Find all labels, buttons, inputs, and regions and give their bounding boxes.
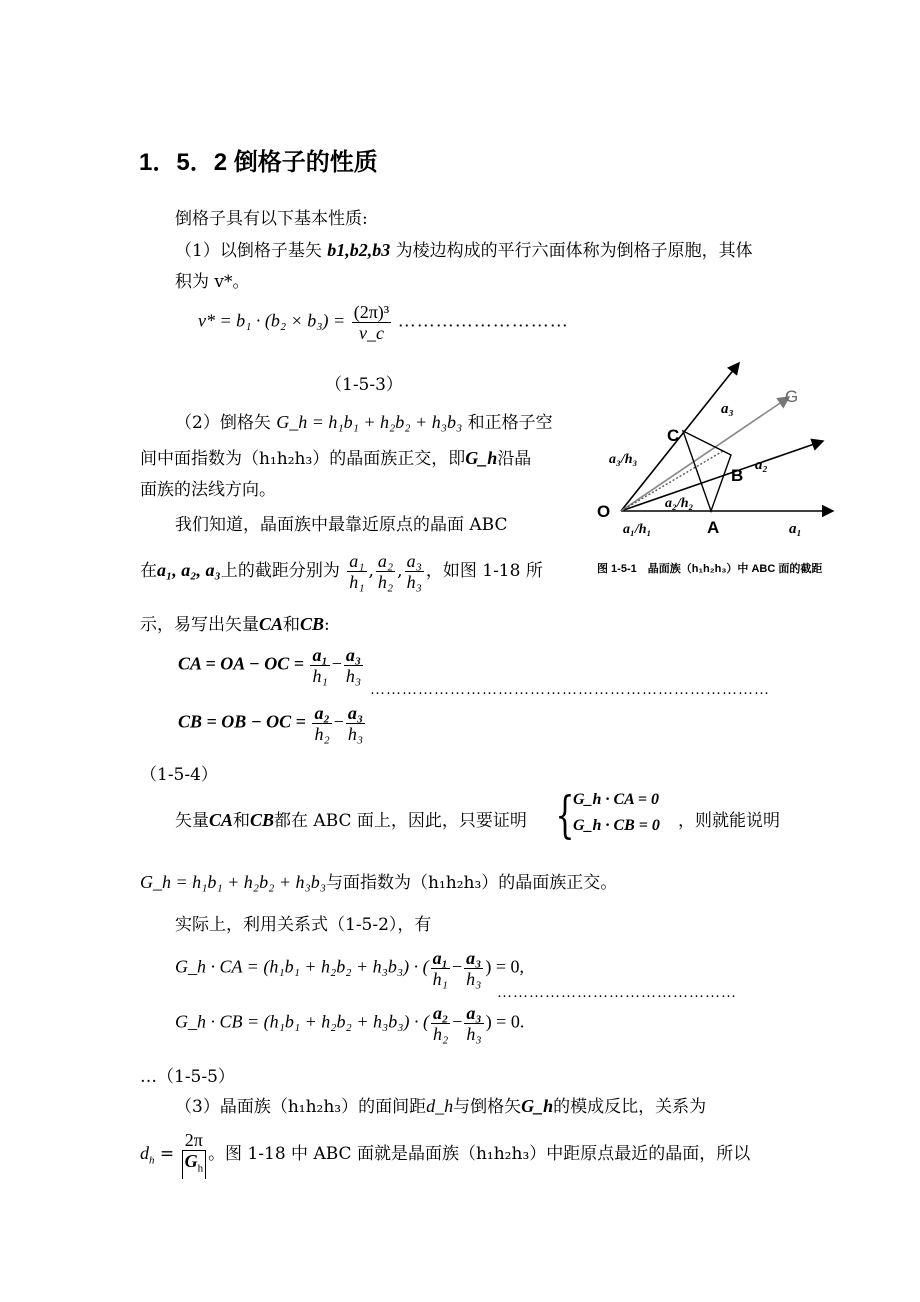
eq155-line2b: ) = 0. bbox=[485, 1011, 525, 1032]
p3-cb: CB bbox=[300, 614, 325, 634]
eq154-frac-a2: $\frac{\text{a₂}}{\text{h₂}}$ bbox=[314, 703, 330, 744]
p3-text-b: 在 bbox=[140, 561, 157, 581]
p6-gh: G_h bbox=[521, 1096, 554, 1116]
property-3-line2: $d_h$ = $\frac{2\pi}{G_h}$ 。图 1-18 中 ABC 面就是晶面族（h₁h₂h₃）中距原点最近的晶面，所以 bbox=[140, 1130, 750, 1179]
paragraph-3-line1: 我们知道，晶面族中最靠近原点的晶面 ABC bbox=[175, 515, 508, 535]
p3-text-f: 示，易写出矢量 bbox=[140, 615, 259, 635]
p4-system-eq2: G_h · CB = 0 bbox=[573, 817, 660, 834]
p2-gh: G_h bbox=[465, 448, 498, 468]
property-3-line1 bbox=[175, 1092, 706, 1117]
p4-ca: CA bbox=[209, 810, 234, 830]
label-a1: a₁ bbox=[789, 521, 802, 537]
section-number: 1．5．2 bbox=[139, 149, 228, 176]
p4-formula: G_h = h₁b₁ + h₂b₂ + h₃b₃ bbox=[140, 872, 326, 892]
eq155-line2a: G_h · CB = (h₁b₁ + h₂b₂ + h₃b₃) · ( bbox=[175, 1011, 429, 1032]
label-A: A bbox=[707, 518, 720, 537]
label-a2h2: a₂/h₂ bbox=[665, 496, 694, 511]
paragraph-3-line3 bbox=[140, 610, 330, 635]
property-2-line1 bbox=[175, 408, 553, 433]
eq153-fraction bbox=[352, 302, 391, 343]
p3-frac-1: $\frac{\text{a₁}}{\text{h₁}}$ bbox=[349, 551, 365, 592]
eq155-frac-a3: $\frac{\text{a₃}}{\text{h₃}}$ bbox=[466, 948, 482, 989]
eq154-frac-a3b: $\frac{\text{a₃}}{\text{h₃}}$ bbox=[347, 703, 364, 744]
p6-dh: d_h bbox=[426, 1096, 454, 1116]
p6-frac: $\frac{2\pi}{G_h}$ bbox=[182, 1130, 207, 1179]
eq154-label: （1-5-4） bbox=[140, 765, 218, 785]
eq154-dots: ………………………………………………………………… bbox=[370, 682, 770, 698]
eq155-frac-a2: $\frac{\text{a₂}}{\text{h₂}}$ bbox=[432, 1003, 449, 1044]
eq153-dots: ……………………… bbox=[397, 310, 569, 331]
p3-text-h: 和 bbox=[283, 615, 301, 635]
equation-1-5-4-line2: CB = OB − OC = $\frac{\text{a₂}}{\text{h₂}}$ − $\frac{\text{a₃}}{\text{h₃}}$ bbox=[178, 703, 364, 744]
p4-text-a: 矢量 bbox=[175, 811, 209, 831]
p4-brace: { bbox=[555, 786, 575, 844]
label-C: C bbox=[667, 426, 680, 445]
paragraph-4-line2 bbox=[140, 868, 617, 893]
eq154-frac-a3: $\frac{\text{a₃}}{\text{h₃}}$ bbox=[345, 645, 362, 686]
eq154-frac-a1: $\frac{\text{a₁}}{\text{h₁}}$ bbox=[312, 645, 328, 686]
p4-text-h: 与面指数为（h₁h₂h₃）的晶面族正交。 bbox=[326, 873, 618, 893]
p2-text-b: 和正格子空 bbox=[467, 413, 553, 433]
eq153-label: （1-5-3） bbox=[325, 375, 403, 395]
p6-text-e: 的模成反比，关系为 bbox=[553, 1097, 707, 1117]
eq155-label: …（1-5-5） bbox=[140, 1067, 235, 1087]
p4-text-e: 都在 ABC 面上，因此，只要证明 bbox=[274, 811, 527, 831]
eq153-numerator: (2π)³ bbox=[353, 302, 390, 322]
eq155-line1b: ) = 0, bbox=[485, 956, 525, 977]
label-G: G bbox=[785, 387, 799, 406]
property-1-line1 bbox=[175, 236, 753, 261]
eq154-line2: CB = OB − OC = bbox=[178, 711, 306, 732]
label-a3: a₃ bbox=[721, 401, 734, 417]
property-1-line2: 积为 v*。 bbox=[175, 272, 250, 292]
equation-1-5-5-line1: G_h · CA = (h₁b₁ + h₂b₂ + h₃b₃) · ( $\frac{\text{a₁}}{\text{h₁}}$ − $\frac{\text{a₃}}{\text{h₃}}$ ) = 0, bbox=[175, 948, 525, 989]
p2-text-a: （2）倒格矢 bbox=[175, 413, 271, 433]
p1-basis-vectors: b1,b2,b3 bbox=[327, 240, 391, 260]
p4-cb: CB bbox=[250, 810, 275, 830]
equation-1-5-3 bbox=[198, 302, 569, 343]
p3-axes: a₁, a₂, a₃ bbox=[157, 560, 221, 580]
p3-frac-3: $\frac{\text{a₃}}{\text{h₃}}$ bbox=[406, 551, 422, 592]
p4-system-eq1: G_h · CA = 0 bbox=[573, 791, 660, 808]
eq155-line1a: G_h · CA = (h₁b₁ + h₂b₂ + h₃b₃) · ( bbox=[175, 956, 429, 977]
section-heading bbox=[139, 142, 378, 177]
axis-a3 bbox=[621, 363, 739, 511]
intro-text: 倒格子具有以下基本性质: bbox=[175, 209, 368, 229]
p1-text-b: 为棱边构成的平行六面体称为倒格子原胞，其体 bbox=[390, 241, 753, 261]
paragraph-5: 实际上，利用关系式（1-5-2），有 bbox=[175, 915, 432, 935]
label-B: B bbox=[731, 466, 744, 485]
label-a2: a₂ bbox=[755, 457, 768, 473]
label-a3h3: a₃/h₃ bbox=[609, 452, 638, 467]
eq153-lhs: v* = b₁ · (b₂ × b₃) = bbox=[198, 310, 346, 331]
property-2-line2 bbox=[140, 444, 531, 469]
p3-frac-2: $\frac{\text{a₂}}{\text{h₂}}$ bbox=[377, 551, 394, 592]
equation-1-5-5-line2: G_h · CB = (h₁b₁ + h₂b₂ + h₃b₃) · ( $\frac{\text{a₂}}{\text{h₂}}$ − $\frac{\text{a₃}}{\text{h₃}}$ ) = 0. bbox=[175, 1003, 525, 1044]
label-a1h1: a₁/h₁ bbox=[623, 522, 652, 537]
p3-text-d: 上的截距分别为 bbox=[220, 561, 340, 581]
p2-text-c: 间中面指数为（h₁h₂h₃）的晶面族正交，即 bbox=[140, 449, 466, 469]
p3-text-e: ，如图 1-18 所 bbox=[425, 561, 543, 581]
p1-text-a: （1）以倒格子基矢 bbox=[175, 241, 328, 261]
eq155-dots: ……………………………………… bbox=[497, 985, 737, 1001]
paragraph-4-line1 bbox=[175, 806, 527, 831]
eq155-frac-a1: $\frac{\text{a₁}}{\text{h₁}}$ bbox=[432, 948, 448, 989]
eq153-denominator: v_c bbox=[358, 323, 384, 343]
p6-text-a: （3）晶面族（h₁h₂h₃）的面间距 bbox=[175, 1097, 427, 1117]
p6-text-c: 与倒格矢 bbox=[453, 1097, 522, 1117]
eq155-frac-a3b: $\frac{\text{a₃}}{\text{h₃}}$ bbox=[466, 1003, 482, 1044]
p4-text-f: ，则就能说明 bbox=[678, 811, 780, 831]
eq154-line1: CA = OA − OC = bbox=[178, 653, 304, 674]
p4-text-c: 和 bbox=[233, 811, 251, 831]
equation-1-5-4-line1: CA = OA − OC = $\frac{\text{a₁}}{\text{h₁}}$ − $\frac{\text{a₃}}{\text{h₃}}$ bbox=[178, 645, 362, 686]
label-O: O bbox=[597, 502, 611, 521]
p2-text-e: 沿晶 bbox=[497, 449, 532, 469]
p2-formula: G_h = h₁b₁ + h₂b₂ + h₃b₃ bbox=[276, 412, 463, 432]
figure-crystal-plane bbox=[593, 355, 843, 560]
figure-caption: 图 1-5-1 晶面族（h₁h₂h₃）中 ABC 面的截距 bbox=[597, 563, 823, 575]
property-2-line3: 面族的法线方向。 bbox=[140, 480, 276, 500]
p3-ca: CA bbox=[259, 614, 284, 634]
paragraph-3-line2: 在a₁, a₂, a₃上的截距分别为 $\frac{\text{a₁}}{\text{h₁}}$ , $\frac{\text{a₂}}{\text{h₂}}$ , $\frac{\text{a₃}}{\text{h₃}}$ ，如图 1-18 所 bbox=[140, 551, 543, 592]
p6-text-f: 。图 1-18 中 ABC 面就是晶面族（h₁h₂h₃）中距原点最近的晶面，所以 bbox=[208, 1143, 751, 1164]
p3-text-j: : bbox=[324, 615, 330, 635]
section-title: 倒格子的性质 bbox=[233, 149, 378, 176]
